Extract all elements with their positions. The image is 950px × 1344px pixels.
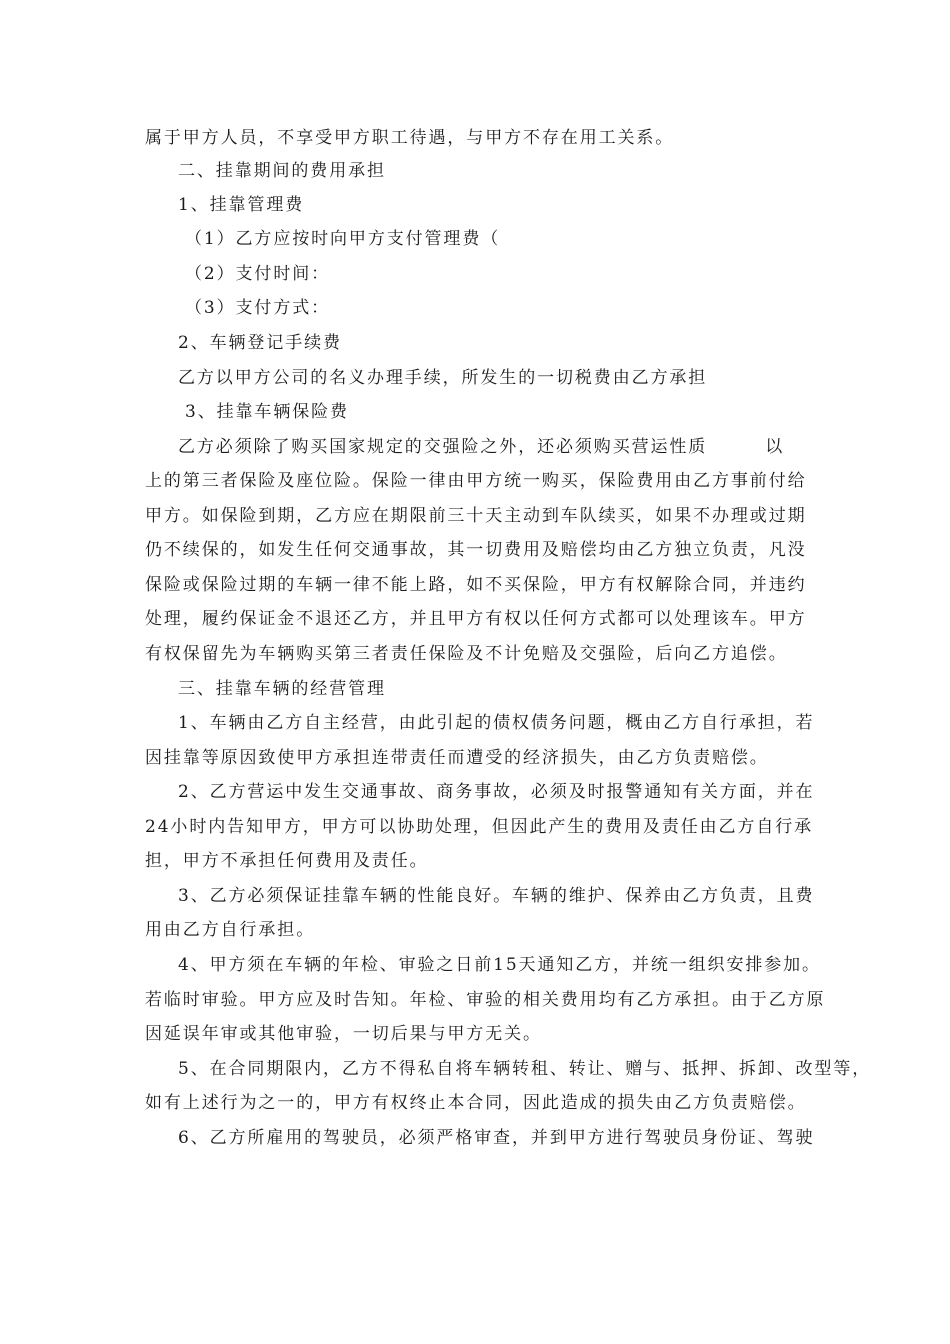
text-line: 甲方。如保险到期，乙方应在期限前三十天主动到车队续买，如果不办理或过期	[145, 506, 807, 526]
section-heading: 三、挂靠车辆的经营管理	[178, 679, 386, 699]
text-line: 6、乙方所雇用的驾驶员，必须严格审查，并到甲方进行驾驶员身份证、驾驶	[178, 1128, 815, 1148]
text-line: 担，甲方不承担任何费用及责任。	[145, 851, 429, 871]
text-line: 有权保留先为车辆购买第三者责任保险及不计免赔及交强险，后向乙方追偿。	[145, 644, 788, 664]
text-line: （3）支付方式：	[185, 298, 331, 318]
text-line: 仍不续保的，如发生任何交通事故，其一切费用及赔偿均由乙方独立负责，凡没	[145, 540, 807, 560]
text-line: （2）支付时间：	[185, 264, 331, 284]
text-line: 3、乙方必须保证挂靠车辆的性能良好。车辆的维护、保养由乙方负责，且费	[178, 886, 815, 906]
text-line: 上的第三者保险及座位险。保险一律由甲方统一购买，保险费用由乙方事前付给	[145, 471, 807, 491]
text-line-tail: 以	[765, 437, 785, 457]
text-line: 因延误年审或其他审验，一切后果与甲方无关。	[145, 1024, 542, 1044]
subsection-heading: 3、挂靠车辆保险费	[185, 402, 349, 422]
text-line: 因挂靠等原因致使甲方承担连带责任而遭受的经济损失，由乙方负责赔偿。	[145, 748, 769, 768]
subsection-heading: 2、车辆登记手续费	[178, 333, 342, 353]
text-line: 处理，履约保证金不退还乙方，并且甲方有权以任何方式都可以处理该车。甲方	[145, 609, 807, 629]
text-line: 乙方以甲方公司的名义办理手续，所发生的一切税费由乙方承担	[178, 368, 708, 388]
text-line: （1）乙方应按时向甲方支付管理费（	[185, 229, 501, 249]
text-line-part: 乙方必须除了购买国家规定的交强险之外，还必须购买营运性质	[178, 437, 708, 457]
text-line: 1、车辆由乙方自主经营，由此引起的债权债务问题，概由乙方自行承担，若	[178, 713, 815, 733]
text-line: 24小时内告知甲方，甲方可以协助处理，但因此产生的费用及责任由乙方自行承	[145, 817, 814, 837]
section-heading: 二、挂靠期间的费用承担	[178, 161, 386, 181]
subsection-heading: 1、挂靠管理费	[178, 195, 305, 215]
text-line: 用由乙方自行承担。	[145, 920, 316, 940]
text-line: 若临时审验。甲方应及时告知。年检、审验的相关费用均有乙方承担。由于乙方原	[145, 990, 826, 1010]
text-line: 2、乙方营运中发生交通事故、商务事故，必须及时报警通知有关方面，并在	[178, 782, 815, 802]
text-line: 属于甲方人员，不享受甲方职工待遇，与甲方不存在用工关系。	[145, 128, 675, 148]
text-line: 4、甲方须在车辆的年检、审验之日前15天通知乙方，并统一组织安排参加。	[178, 955, 821, 975]
text-line: 5、在合同期限内，乙方不得私自将车辆转租、转让、赠与、抵押、拆卸、改型等，	[178, 1059, 872, 1079]
text-line	[178, 435, 784, 459]
text-line: 保险或保险过期的车辆一律不能上路，如不买保险，甲方有权解除合同，并违约	[145, 575, 807, 595]
text-line: 如有上述行为之一的，甲方有权终止本合同，因此造成的损失由乙方负责赔偿。	[145, 1093, 807, 1113]
